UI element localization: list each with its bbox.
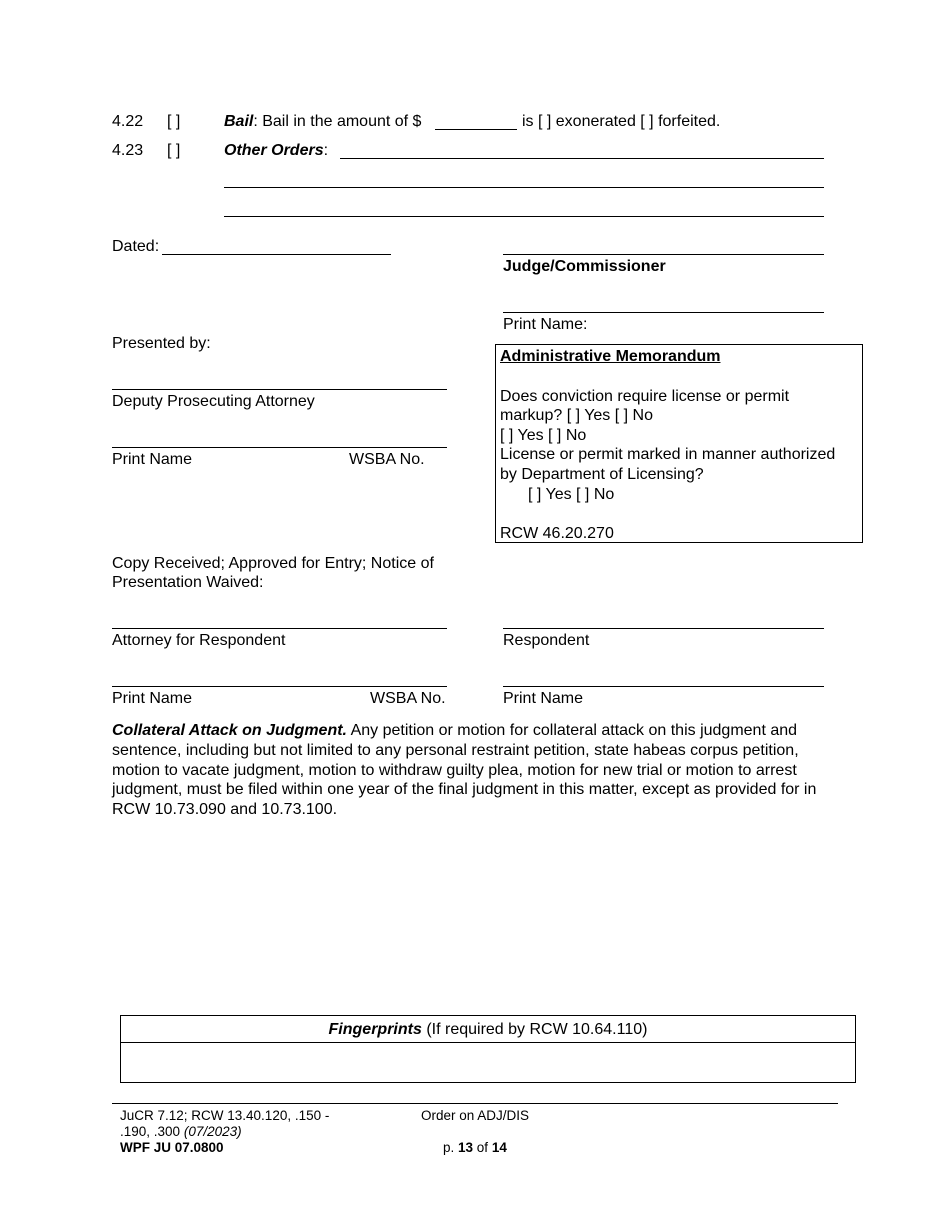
footer-form-number: WPF JU 07.0800: [120, 1140, 224, 1155]
footer-citation-line2-text: .190, .300: [120, 1124, 181, 1139]
bail-amount-field[interactable]: [435, 129, 517, 130]
respondent-print-name-label: Print Name: [503, 690, 584, 707]
attorney-signature-line[interactable]: [112, 628, 447, 629]
fingerprints-label: Fingerprints: [328, 1021, 422, 1038]
other-orders-field-line-1[interactable]: [340, 158, 824, 159]
footer-title: Order on ADJ/DIS: [421, 1108, 530, 1123]
section-number-4-22: 4.22: [112, 113, 144, 130]
memo-q1-line2[interactable]: markup? [ ] Yes [ ] No: [500, 407, 653, 424]
judge-label: Judge/Commissioner: [503, 258, 666, 275]
footer-page-of: of: [473, 1140, 492, 1155]
footer-citation-line2: [120, 1124, 242, 1140]
other-orders-colon: :: [323, 142, 329, 159]
presented-by-label: Presented by:: [112, 335, 211, 352]
prosecutor-wsba-label: WSBA No.: [349, 451, 425, 468]
bail-label: Bail: [224, 113, 254, 130]
prosecutor-print-name-label: Print Name: [112, 451, 193, 468]
bail-text-before: : Bail in the amount of $: [253, 113, 422, 130]
memo-q1-line1: Does conviction require license or permit: [500, 388, 790, 405]
other-orders-clause: [224, 141, 328, 160]
collateral-attack-heading: Collateral Attack on Judgment.: [112, 722, 347, 739]
memo-q1-line3[interactable]: [ ] Yes [ ] No: [500, 427, 587, 444]
memo-title: Administrative Memorandum: [500, 348, 721, 365]
respondent-print-name-line[interactable]: [503, 686, 824, 687]
dated-field[interactable]: [162, 254, 391, 255]
other-orders-label: Other Orders: [224, 142, 324, 159]
footer-page-prefix: p.: [443, 1140, 459, 1155]
bail-clause: [224, 112, 421, 131]
footer-rule: [112, 1103, 838, 1104]
memo-q2-line2: by Department of Licensing?: [500, 466, 704, 483]
copy-received-line2: Presentation Waived:: [112, 574, 264, 591]
footer-page-total: 14: [491, 1140, 507, 1155]
attorney-print-name-line[interactable]: [112, 686, 447, 687]
other-orders-field-line-3[interactable]: [224, 216, 824, 217]
fingerprints-box: [120, 1015, 856, 1083]
memo-q2-line1: License or permit marked in manner authorized: [500, 446, 836, 463]
footer-page-current: 13: [458, 1140, 474, 1155]
fingerprints-header: [121, 1020, 855, 1039]
fingerprints-divider: [121, 1042, 855, 1043]
footer-revision: (07/2023): [183, 1124, 242, 1139]
collateral-attack-body: Any petition or motion for collateral attack on this judgment and sentence, including but not limited to any personal restraint petition, state habeas corpus petition, motion to vacate judgment, motion to withdraw guilty plea, motion for new trial or motion to arrest judgment, must be filed within one year of the final judgment in this matter, except as provided for in RCW 10.73.090 and 10.73.100.: [112, 722, 817, 819]
footer-page-number: [443, 1140, 507, 1156]
footer-citation-line1: JuCR 7.12; RCW 13.40.120, .150 -: [120, 1108, 330, 1123]
memo-q2-line3[interactable]: [ ] Yes [ ] No: [528, 486, 615, 503]
other-orders-checkbox[interactable]: [ ]: [167, 142, 181, 159]
fingerprints-note: (If required by RCW 10.64.110): [421, 1021, 648, 1038]
dated-label: Dated:: [112, 238, 160, 255]
attorney-print-name-label: Print Name: [112, 690, 193, 707]
respondent-label: Respondent: [503, 632, 590, 649]
other-orders-field-line-2[interactable]: [224, 187, 824, 188]
bail-text-after: is [ ] exonerated [ ] forfeited.: [522, 113, 721, 130]
attorney-for-respondent-label: Attorney for Respondent: [112, 632, 286, 649]
section-number-4-23: 4.23: [112, 142, 144, 159]
memo-rcw: RCW 46.20.270: [500, 525, 614, 542]
attorney-wsba-label: WSBA No.: [370, 690, 446, 707]
deputy-prosecuting-attorney-label: Deputy Prosecuting Attorney: [112, 393, 315, 410]
copy-received-line1: Copy Received; Approved for Entry; Notice of: [112, 555, 434, 572]
collateral-attack-paragraph: [112, 721, 832, 820]
judge-signature-line[interactable]: [503, 254, 824, 255]
prosecutor-signature-line[interactable]: [112, 389, 447, 390]
bail-checkbox[interactable]: [ ]: [167, 113, 181, 130]
administrative-memorandum-box: [495, 344, 863, 543]
judge-print-name-line[interactable]: [503, 312, 824, 313]
respondent-signature-line[interactable]: [503, 628, 824, 629]
judge-print-name-label: Print Name:: [503, 316, 588, 333]
prosecutor-print-name-line[interactable]: [112, 447, 447, 448]
